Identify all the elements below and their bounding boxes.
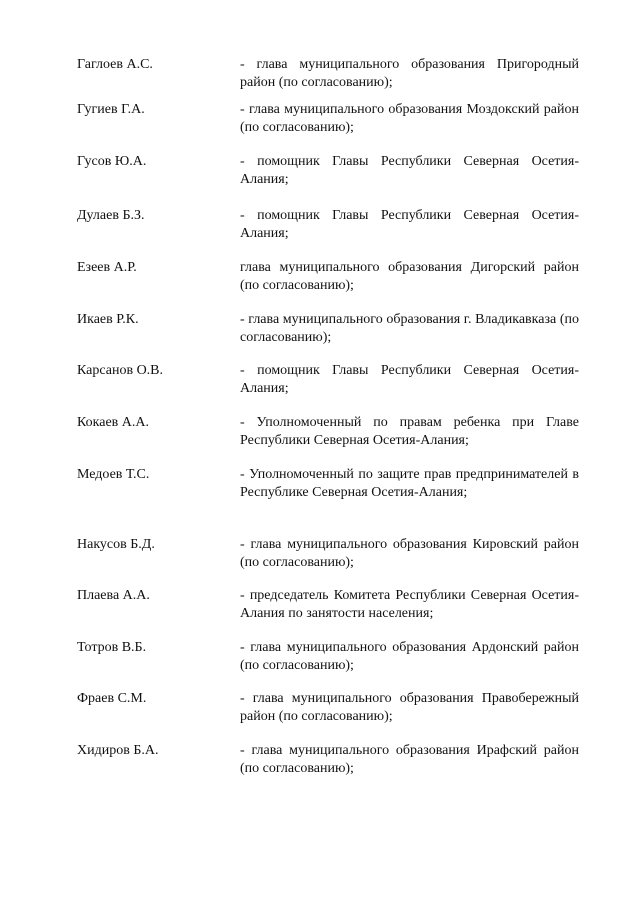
- member-name: Гаглоев А.С.: [77, 57, 153, 72]
- member-role: - глава муниципального образования Пригородный район (по согласованию);: [240, 57, 579, 90]
- member-name: Фраев С.М.: [77, 691, 147, 706]
- member-name: Накусов Б.Д.: [77, 537, 155, 552]
- member-name: Тотров В.Б.: [77, 640, 147, 655]
- member-role: - глава муниципального образования г. Владикавказа (по согласованию);: [240, 312, 579, 345]
- member-role: - помощник Главы Республики Северная Осетия-Алания;: [240, 208, 579, 241]
- member-role: - глава муниципального образования Правобережный район (по согласованию);: [240, 691, 579, 724]
- member-role: - помощник Главы Республики Северная Осетия-Алания;: [240, 154, 579, 187]
- member-name: Дулаев Б.З.: [77, 208, 145, 223]
- member-role: - председатель Комитета Республики Северная Осетия-Алания по занятости населения;: [240, 588, 579, 621]
- member-role: глава муниципального образования Дигорский район (по согласованию);: [240, 260, 579, 293]
- member-name: Езеев А.Р.: [77, 260, 137, 275]
- member-name: Икаев Р.К.: [77, 312, 139, 327]
- member-role: - Уполномоченный по правам ребенка при Главе Республики Северная Осетия-Алания;: [240, 415, 579, 448]
- member-name: Гусов Ю.А.: [77, 154, 147, 169]
- member-name: Карсанов О.В.: [77, 363, 164, 378]
- member-role: - Уполномоченный по защите прав предпринимателей в Республике Северная Осетия-Алания;: [240, 467, 579, 500]
- member-role: - глава муниципального образования Кировский район (по согласованию);: [240, 537, 579, 570]
- member-name: Кокаев А.А.: [77, 415, 149, 430]
- member-name: Гугиев Г.А.: [77, 102, 145, 117]
- member-name: Хидиров Б.А.: [77, 743, 159, 758]
- member-role: - глава муниципального образования Моздокский район (по согласованию);: [240, 102, 579, 135]
- member-role: - помощник Главы Республики Северная Осетия-Алания;: [240, 363, 579, 396]
- member-role: - глава муниципального образования Ирафский район (по согласованию);: [240, 743, 579, 776]
- member-name: Плаева А.А.: [77, 588, 150, 603]
- member-name: Медоев Т.С.: [77, 467, 150, 482]
- member-role: - глава муниципального образования Ардонский район (по согласованию);: [240, 640, 579, 673]
